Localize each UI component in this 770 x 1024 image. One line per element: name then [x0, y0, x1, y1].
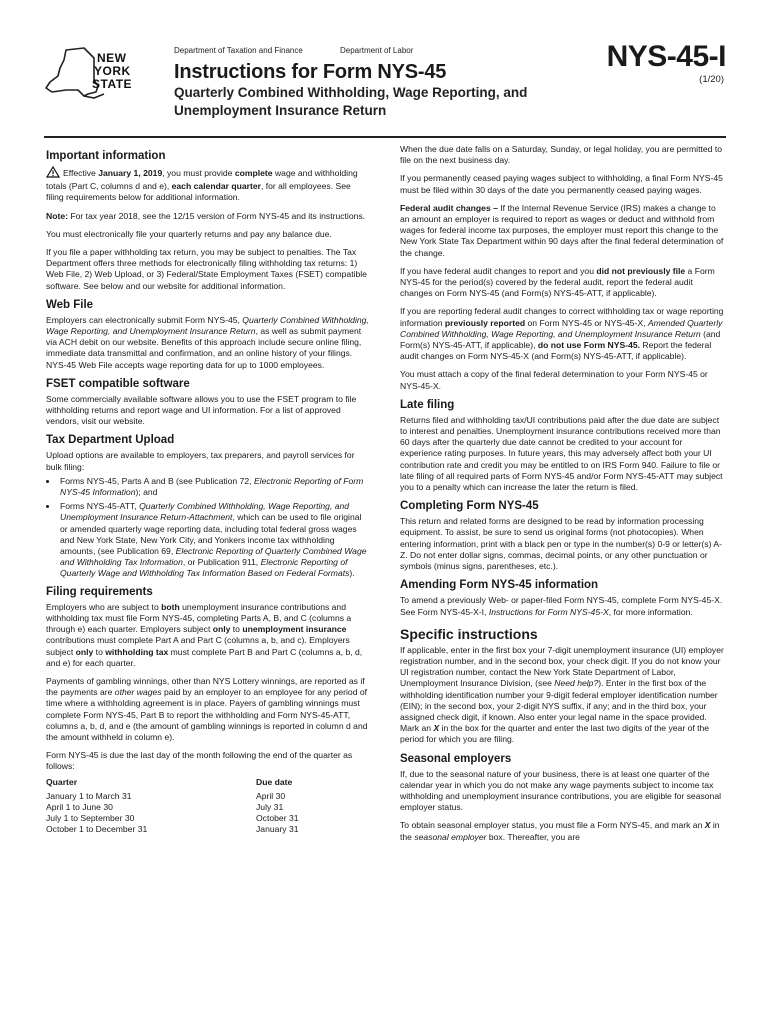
completing-text: This return and related forms are designed to be read by information processing equipment. To assist, be sure to send us original forms (not photocopies). When entering information, print with a black pen or type in the number(s) 0-9 or letter(s) A-Z. Do not enter dollar signs, commas, decimal points, or any other punctuation or symbols (minus signs, parentheses, etc.). [400, 516, 722, 572]
page-title: Instructions for Form NYS-45 [174, 61, 447, 83]
left-column [46, 144, 370, 836]
list-item: • Forms NYS-45, Parts A and B (see Publication 72, Electronic Reporting of Form NYS-45 Information); and [58, 476, 370, 498]
fset-heading: FSET compatible software [46, 377, 190, 390]
upload-list [46, 476, 370, 580]
web-file-text: Employers can electronically submit Form NYS-45, Quarterly Combined Withholding, Wage Reporting, and Unemployment Insurance Return, as well as submit payment via ACH debit on our website. Benefits of this approach include secure online filing, immediate data transmittal and confirmation, and an online history of your filings. NYS-45 Web File accepts wage reporting data for up to 1000 employees. [46, 314, 369, 370]
web-file-heading: Web File [46, 298, 94, 311]
table-row: January 1 to March 31 April 30 [46, 790, 286, 801]
attach-text: You must attach a copy of the final federal determination to your Form NYS-45 or NYS-45-X. [400, 369, 708, 391]
due-text: Form NYS-45 is due the last day of the month following the end of the quarter as follows: [46, 750, 353, 772]
important-heading: Important information [46, 150, 166, 162]
important-note: Note: For tax year 2018, see the 12/15 version of Form NYS-45 and its instructions. [46, 210, 366, 221]
audit-previously-reported-text: If you are reporting federal audit changes to correct withholding tax or wage reporting information previously reported on Form NYS-45 or NYS-45-X, Amended Quarterly Combined Withholding, Wage Reporting, and Unemployment Insurance Return (and Form(s) NYS-45-ATT, if applicable), do not use Form NYS-45. Report the federal audit changes on Form NYS-45-X (and Form(s) NYS-45-ATT, if applicable). [400, 306, 724, 362]
audit-text: Federal audit changes – If the Internal Revenue Service (IRS) makes a change to an amount an employer is required to report as wages or deduct and withhold from wages for federal income tax purposes, the employer must report this change to the New York State Tax Department within 90 days after the final federal determination of the change. [400, 202, 724, 258]
table-row: July 1 to September 30 October 31 [46, 813, 299, 824]
important-paragraph: Effective January 1, 2019, you must provide complete wage and withholding totals (Part C, columns d and e), each calendar quarter, for all employees. See filing requirements below for additional information. [46, 168, 358, 203]
filing-heading: Filing requirements [46, 585, 153, 598]
due-date-table [46, 777, 299, 836]
ceased-text: If you permanently ceased paying wages subject to withholding, a final Form NYS-45 must be filed within 30 days of the date you permanently ceased paying wages. [400, 173, 723, 195]
seasonal-status-text: To obtain seasonal employer status, you must file a Form NYS-45, and mark an X in the seasonal employer box. Thereafter, you are [400, 820, 720, 842]
table-header-due: Due date [256, 776, 293, 787]
table-header-quarter: Quarter [46, 776, 78, 787]
weekend-text: When the due date falls on a Saturday, Sunday, or legal holiday, you are permitted to file on the next business day. [400, 144, 722, 166]
seasonal-heading: Seasonal employers [400, 752, 512, 765]
fset-text: Some commercially available software allows you to use the FSET program to file withholding returns and report wage and UI information. For a list of approved vendors, visit our website. [46, 393, 357, 427]
table-row: October 1 to December 31 January 31 [46, 824, 299, 835]
list-item: • Forms NYS-45-ATT, Quarterly Combined Withholding, Wage Reporting, and Unemployment Insurance Return-Attachment, which can be used to file original or amended quarterly wage reporting data, including total federal gross wages and New York State, New York City, and Yonkers income tax withholding amounts, (see Publication 69, Electronic Reporting of Quarterly Combined Wage and Withholding Tax Information, or Publication 911, Electronic Reporting of Quarterly Wage and Withholding Tax Information Based on Federal Formats). [58, 501, 370, 579]
gambling-text: Payments of gambling winnings, other than NYS Lottery winnings, are reported as if the payments are other wages paid by an employer to an employee for any period of time where a withholding agreement is in place. Payers of gambling winnings must complete Form NYS-45, Part B to report the withholding and Form NYS-45-ATT, columns a, b, d, and e (the amount of gambling winnings is reported in column d and the amount withheld in column e). [46, 675, 368, 742]
table-row: April 1 to June 30 July 31 [46, 801, 284, 812]
form-number: NYS-45-I [606, 40, 726, 73]
right-column [400, 144, 724, 850]
header-divider [44, 136, 726, 138]
amending-text: To amend a previously Web- or paper-filed Form NYS-45, complete Form NYS-45-X. See Form NYS-45-X-I, Instructions for Form NYS-45-X, for more information. [400, 595, 723, 617]
upload-heading: Tax Department Upload [46, 434, 175, 447]
late-filing-heading: Late filing [400, 398, 455, 411]
upload-text: Upload options are available to employers, tax preparers, and payroll services for bulk filing: [46, 450, 355, 472]
amending-heading: Amending Form NYS-45 information [400, 579, 599, 592]
page-subtitle: Quarterly Combined Withholding, Wage Reporting, and Unemployment Insurance Return [174, 85, 528, 118]
nys-logo: NEW YORK STATE [44, 46, 144, 102]
paper-penalty-text: If you file a paper withholding tax return, you may be subject to penalties. The Tax Department offers three methods for electronically filing withholding tax returns: 1) Web File, 2) Web Upload, or 3) Federal/State Employment Taxes (FSET) compatible software. See below and our website for additional information. [46, 247, 367, 291]
filing-text: Employers who are subject to both unemployment insurance contributions and withholding tax must file Form NYS-45, completing Parts A, B, and C (columns a through e) each quarter. Employers subject only to unemployment insurance contributions must complete Part A and Part C (columns a, b, and c). Employers subject only to withholding tax must complete Part B and Part C (columns a, b, d, and e) for each quarter. [46, 601, 363, 668]
late-filing-text: Returns filed and withholding tax/UI contributions paid after the due date are subject to interest and penalties. Unemployment insurance contributions received more than 60 days after the quarterly due date cannot be credited to your account for experience rating purposes. In future years, this may adversely affect both your UI contribution rate and credit you may be entitled to on IRS Form 940. Failure to file or late filing of all required parts of Form NYS-45 and/or Form NYS-45-ATT may subject you to a penalty which can increase the later the return is filed. [400, 414, 723, 493]
warning-icon [46, 166, 60, 181]
dept-tax: Department of Taxation and Finance [174, 46, 303, 55]
completing-heading: Completing Form NYS-45 [400, 500, 539, 513]
revision-date: (1/20) [699, 74, 724, 85]
electronic-filing-text: You must electronically file your quarterly returns and pay any balance due. [46, 228, 332, 239]
dept-labor: Department of Labor [340, 46, 414, 55]
audit-not-filed-text: If you have federal audit changes to report and you did not previously file a Form NYS-45 for the period(s) covered by the federal audit, report the federal audit changes on Form NYS-45 (and Form(s) NYS-45-ATT, if applicable). [400, 265, 715, 299]
specific-instructions-text: If applicable, enter in the first box your 7-digit unemployment insurance (UI) employer registration number, and in the second box, your check digit. If you do not know your UI registration number, contact the New York State Department of Labor, Unemployment Insurance Division, (see Need help?). Enter in the first box of the withholding identification number your 9-digit federal employer identification number (EIN); in the second box, your 2-digit NYS suffix, if any; and in the third box, your assigned check digit, if known. Also enter your legal name in the space provided. Mark an X in the box for the quarter and enter the last two digits of the year of the period for which you are filing. [400, 644, 724, 745]
specific-instructions-heading: Specific instructions [400, 625, 538, 642]
seasonal-text: If, due to the seasonal nature of your business, there is at least one quarter of the calendar year in which you do not make any wage payments subject to income tax withholding and unemployment insurance contributions, you are eligible for seasonal employer status. [400, 768, 722, 813]
